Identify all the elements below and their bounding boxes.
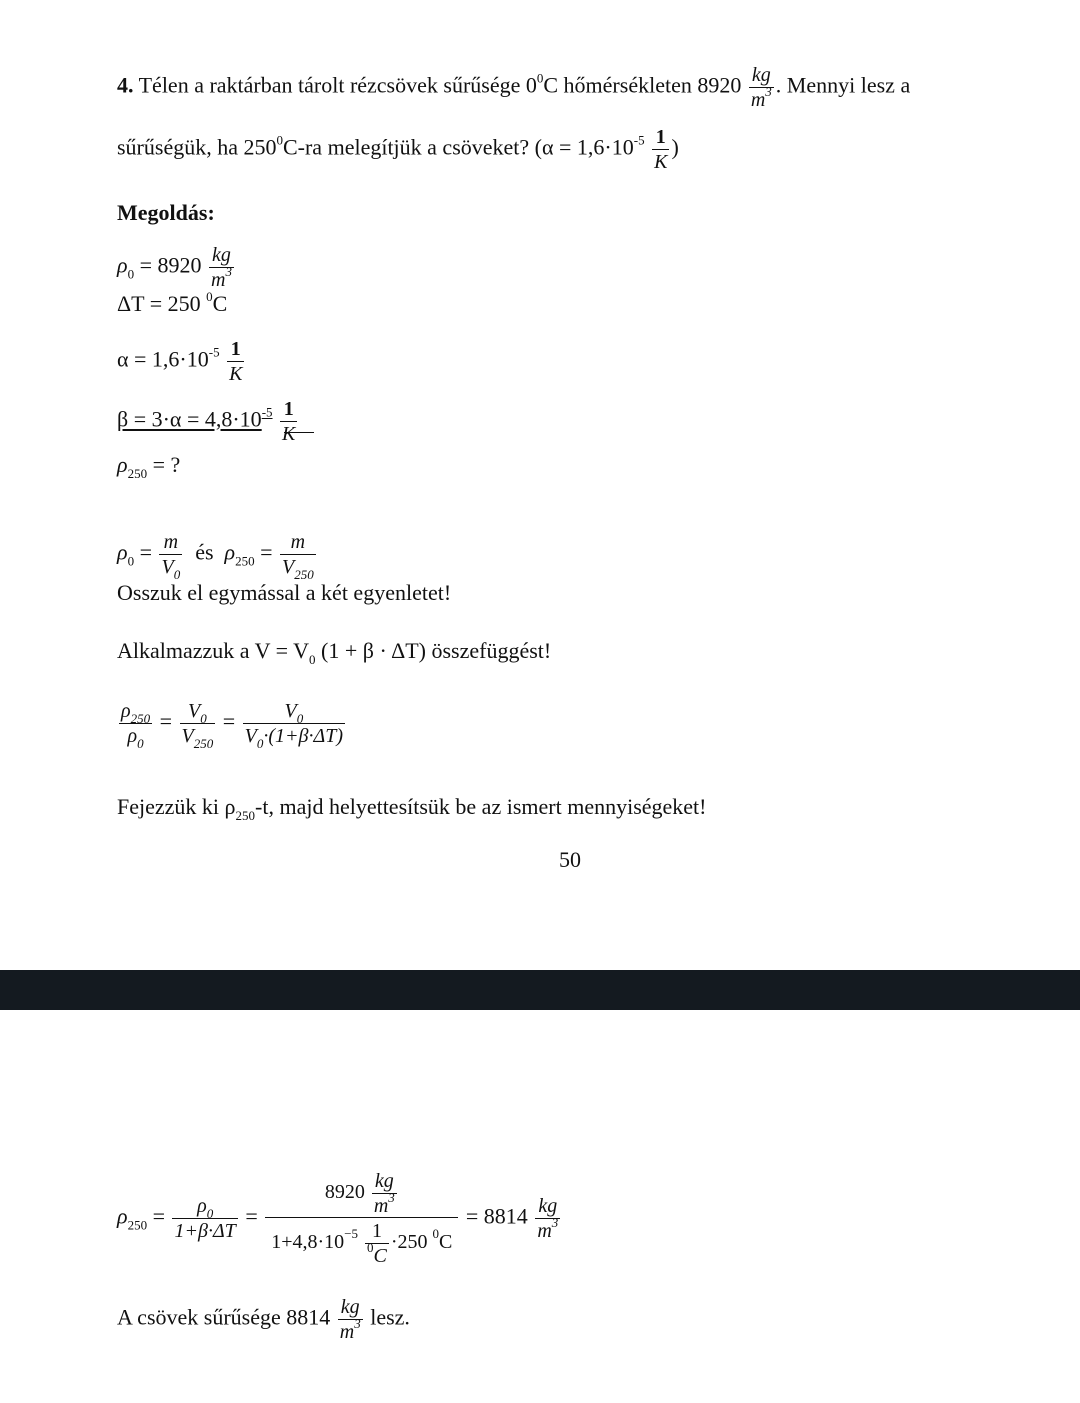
degree-sup: 0 (536, 70, 544, 86)
ratio-equation: $\frac{\rho_{250}}{\rho_0}$ = $\frac{V_0}{V_{250}}$ = $\frac{V_0}{V_0\cdot(1+\beta\cdot\Delta T)}$ (121, 700, 344, 751)
word-es: és (195, 539, 214, 565)
given-separator-line (284, 432, 314, 433)
problem-text-1a: Télen a raktárban tárolt rézcsövek sűrűsége 0 (138, 72, 537, 98)
given-alpha: $\alpha = 1,6\cdot 10^{-5}$ $\frac{1}{K}$ (117, 338, 243, 385)
unit-one-per-K: $\frac{1}{K}$ (282, 398, 296, 445)
instruction-apply: Alkalmazzuk a $V = V_0$ (1 + β · ΔT) összefüggést! (117, 638, 552, 667)
instruction-express: Fejezzük ki $\rho_{250}-t$, majd helyettesítsük be az ismert mennyiségeket! (117, 794, 707, 823)
given-delta-t: ΔT = 250 $^0$C (117, 289, 228, 316)
problem-text-2end: ) (671, 134, 679, 160)
substituted-fraction: 8920 $\frac{kg}{m^3}$ $1+4,8\cdot 10^{-5}$ $\frac{1}{^0C}$ ·250 $^0$C (265, 1170, 458, 1267)
exponent-sup: -5 (633, 132, 645, 148)
unit-kg-per-m3: $\frac{kg}{m^3}$ (750, 64, 772, 111)
problem-text-1b: C hőmérsékleten 8920 (543, 72, 742, 98)
problem-text-2b: C-ra melegítjük a csöveket? (α = 1,6·10 (282, 134, 634, 160)
problem-text-2a: sűrűségük, ha 250 (117, 134, 277, 160)
unit-one-per-K: $\frac{1}{K}$ (229, 338, 243, 385)
problem-number: 4. (117, 72, 134, 98)
given-rho0: $\rho_0 = 8920$ $\frac{kg}{m^3}$ (117, 244, 232, 291)
conclusion: A csövek sűrűsége 8814 $\frac{kg}{m^3}$ lesz. (117, 1296, 410, 1343)
unit-one-per-K: $\frac{1}{K}$ (654, 126, 668, 173)
final-computation: $\rho_{250}$ = $\frac{\rho_0}{1+\beta\cdot\Delta T}$ = 8920 $\frac{kg}{m^3}$ $1+4,8\cdot 10^{-5}$ $\frac{1}{^0C}$ ·250 $^0$C = 8814 $\frac{kg}{m^3}$ (117, 1170, 559, 1267)
degree-sup: 0 (276, 132, 283, 148)
page-separator-band (0, 970, 1080, 1010)
unit-kg-per-m3: $\frac{kg}{m^3}$ (210, 244, 232, 291)
unit-kg-per-m3: $\frac{kg}{m^3}$ (537, 1195, 559, 1242)
given-beta: $\beta = 3\cdot\alpha = 4,8\cdot 10^{-5}$ $\frac{1}{K}$ (117, 398, 296, 445)
solution-heading: Megoldás: (117, 200, 215, 225)
problem-line-2 (117, 126, 679, 173)
density-definitions: $\rho_0$ = $\frac{m}{V_0}$ és $\rho_{250}$ = $\frac{m}{V_{250}}$ (117, 531, 314, 582)
problem-text-1c: . Mennyi lesz a (775, 72, 911, 98)
document-page-bottom (0, 1010, 1080, 1403)
unknown-rho250: $\rho_{250}$ = ? (117, 452, 181, 481)
instruction-divide: Osszuk el egymással a két egyenletet! (117, 580, 452, 605)
page-number: 50 (559, 847, 581, 872)
problem-line-1 (117, 64, 910, 111)
unit-kg-per-m3: $\frac{kg}{m^3}$ (339, 1296, 361, 1343)
